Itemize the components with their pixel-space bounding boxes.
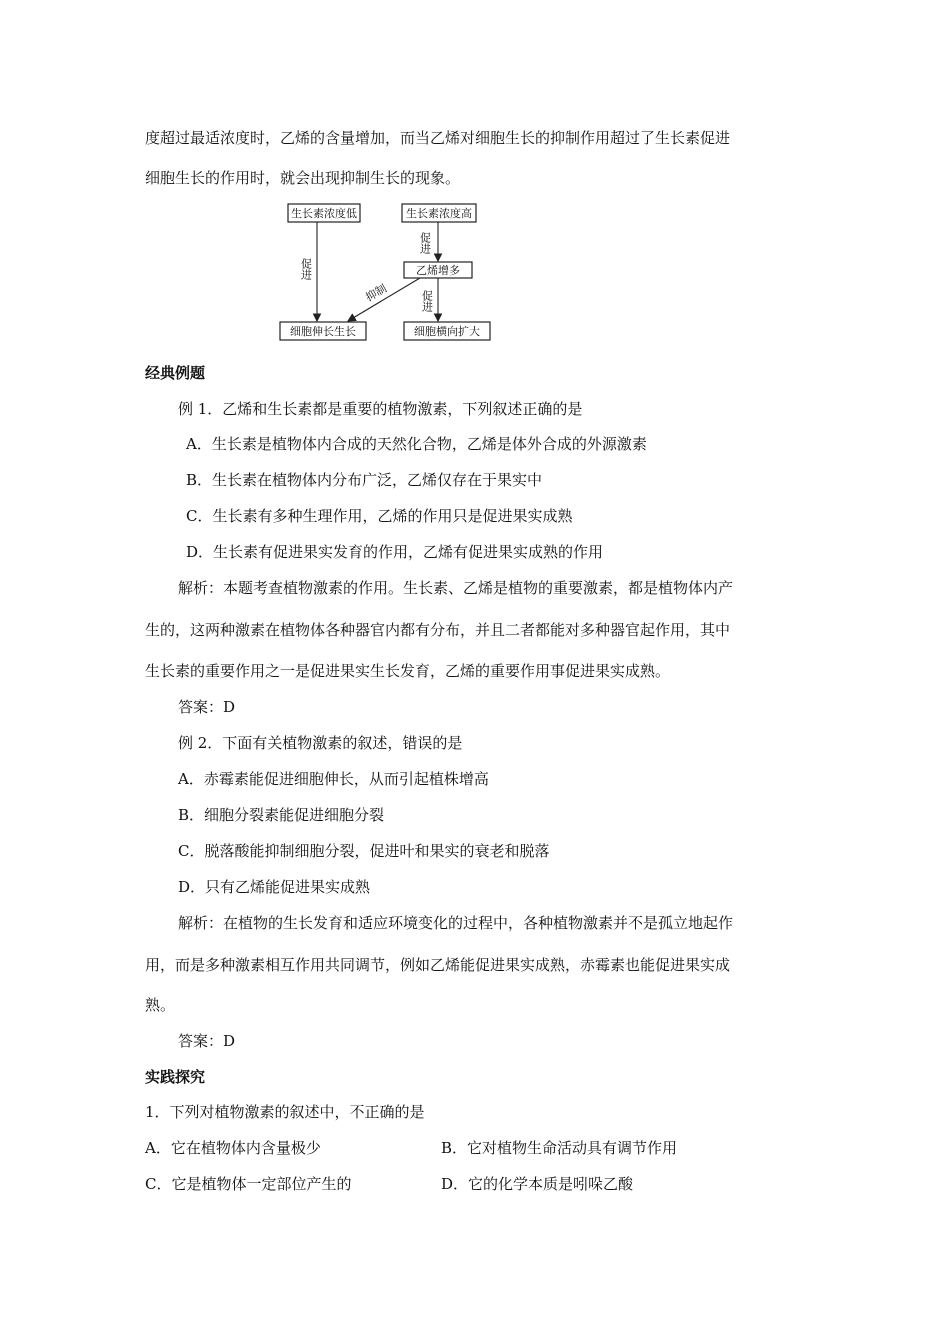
box-auxin-low-label: 生长素浓度低: [291, 207, 357, 220]
example1-analysis-line-1: 解析：本题考查植物激素的作用。生长素、乙烯是植物的重要激素，都是植物体内产: [178, 579, 734, 597]
box-ethylene-label: 乙烯增多: [416, 264, 460, 277]
example1-analysis-line-3: 生长素的重要作用之一是促进果实生长发育，乙烯的重要作用事促进果实成熟。: [145, 662, 671, 680]
practice-q1-option-c: C．它是植物体一定部位产生的: [145, 1175, 352, 1193]
example2-option-c: C．脱落酸能抑制细胞分裂，促进叶和果实的衰老和脱落: [178, 842, 550, 860]
example2-analysis-line-3: 熟。: [145, 996, 176, 1014]
intro-line-1: 度超过最适浓度时，乙烯的含量增加，而当乙烯对细胞生长的抑制作用超过了生长素促进: [145, 129, 731, 147]
practice-q1-option-a: A．它在植物体内含量极少: [145, 1139, 321, 1157]
example2-answer: 答案：D: [178, 1032, 236, 1050]
intro-line-2: 细胞生长的作用时，就会出现抑制生长的现象。: [145, 169, 461, 187]
example2-analysis-line-1: 解析：在植物的生长发育和适应环境变化的过程中，各种植物激素并不是孤立地起作: [178, 914, 734, 932]
example1-option-b: B．生长素在植物体内分布广泛，乙烯仅存在于果实中: [186, 471, 543, 489]
example2-analysis-line-2: 用，而是多种激素相互作用共同调节，例如乙烯能促进果实成熟，赤霉素也能促进果实成: [145, 956, 731, 974]
label-inhibit: 抑制: [363, 281, 390, 305]
hormone-flow-diagram: [270, 196, 500, 348]
box-auxin-high-label: 生长素浓度高: [406, 207, 472, 220]
box-elongation-label: 细胞伸长生长: [290, 325, 356, 338]
example1-analysis-line-2: 生的，这两种激素在植物体各种器官内都有分布，并且二者都能对多种器官起作用，其中: [145, 621, 731, 639]
box-expansion-label: 细胞横向扩大: [414, 325, 480, 338]
section-heading-practice: 实践探究: [145, 1068, 206, 1086]
example1-question: 例 1．乙烯和生长素都是重要的植物激素，下列叙述正确的是: [178, 400, 583, 418]
example1-option-c: C．生长素有多种生理作用，乙烯的作用只是促进果实成熟: [186, 507, 573, 525]
example1-option-d: D．生长素有促进果实发育的作用，乙烯有促进果实成熟的作用: [186, 543, 604, 561]
practice-q1-question: 1．下列对植物激素的叙述中，不正确的是: [145, 1103, 425, 1121]
example2-option-d: D．只有乙烯能促进果实成熟: [178, 878, 371, 896]
practice-q1-option-b: B．它对植物生命活动具有调节作用: [441, 1139, 678, 1157]
example2-question: 例 2．下面有关植物激素的叙述，错误的是: [178, 734, 463, 752]
example2-option-b: B．细胞分裂素能促进细胞分裂: [178, 806, 385, 824]
label-promote-right-bottom: 促进: [420, 290, 434, 312]
label-promote-right-top: 促进: [418, 232, 432, 254]
example2-option-a: A．赤霉素能促进细胞伸长，从而引起植株增高: [178, 770, 489, 788]
example1-answer: 答案：D: [178, 698, 236, 716]
practice-q1-option-d: D．它的化学本质是吲哚乙酸: [441, 1175, 634, 1193]
label-promote-left: 促进: [299, 258, 313, 280]
section-heading-classic-examples: 经典例题: [145, 364, 206, 382]
example1-option-a: A．生长素是植物体内合成的天然化合物，乙烯是体外合成的外源激素: [186, 435, 647, 453]
